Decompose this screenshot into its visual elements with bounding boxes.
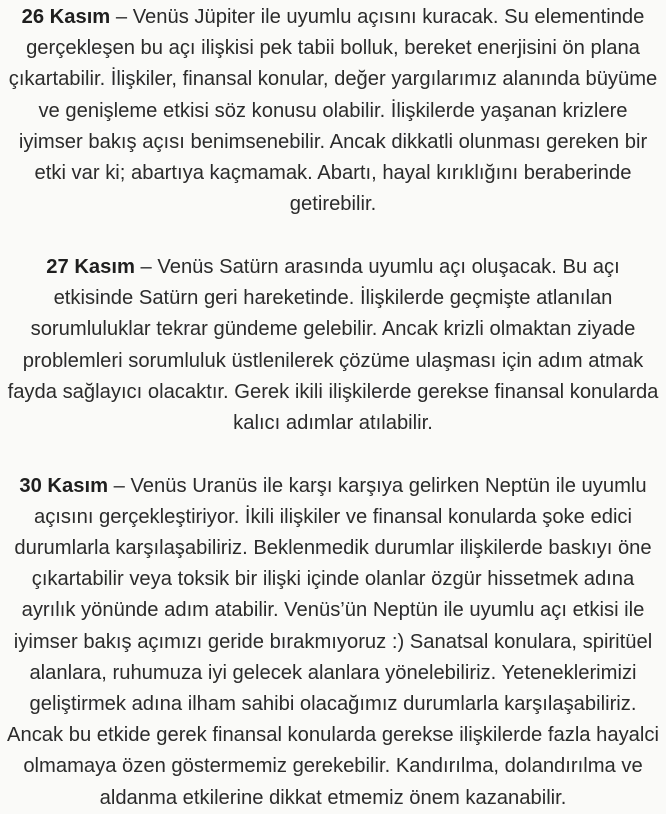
entry-text: – Venüs Satürn arasında uyumlu açı oluşacak. Bu açı etkisinde Satürn geri hareketinde. İlişkilerde geçmişte atlanılan sorumluluklar tekrar gündeme gelebilir. Ancak krizli olmaktan ziyade problemleri sorumluluk üstlenilerek çözüme ulaşması için adım atmak fayda sağlayıcı olacaktır. Gerek ikili ilişkilerde gerekse finansal konularda kalıcı adımlar atılabilir. xyxy=(7,255,659,434)
entry-27-kasim xyxy=(6,252,660,439)
entry-date: 30 Kasım xyxy=(19,474,109,497)
entry-text: – Venüs Uranüs ile karşı karşıya gelirken Neptün ile uyumlu açısını gerçekleştiriyor. İkili ilişkiler ve finansal konularda şoke edici durumlarla karşılaşabiliriz. Beklenmedik durumlar ilişkilerde baskıyı öne çıkartabilir veya toksik bir ilişki içinde olanlar özgür hissetmek adına ayrılık yönünde adım atabilir. Venüs’ün Neptün ile uyumlu açı etkisi ile iyimser bakış açımızı geride bırakmıyoruz :) Sanatsal konulara, spiritüel alanlara, ruhumuza iyi gelecek alanlara yönelebiliriz. Yeteneklerimizi geliştirmek adına ilham sahibi olacağımız durumlarla karşılaşabiliriz. Ancak bu etkide gerek finansal konularda gerekse ilişkilerde fazla hayalci olmamaya özen göstermemiz gerekebilir. Kandırılma, dolandırılma ve aldanma etkilerine dikkat etmemiz önem kazanabilir. xyxy=(7,474,659,809)
entry-text: – Venüs Jüpiter ile uyumlu açısını kuracak. Su elementinde gerçekleşen bu açı ilişkisi pek tabii bolluk, bereket enerjisini ön plana çıkartabilir. İlişkiler, finansal konular, değer yargılarımız alanında büyüme ve genişleme etkisi söz konusu olabilir. İlişkilerde yaşanan krizlere iyimser bakış açısı benimsenebilir. Ancak dikkatli olunması gereken bir etki var ki; abartıya kaçmamak. Abartı, hayal kırıklığını beraberinde getirebilir. xyxy=(8,6,658,216)
entry-30-kasim xyxy=(6,471,660,814)
entry-26-kasim xyxy=(6,2,660,220)
entry-date: 27 Kasım xyxy=(46,255,135,278)
entry-date: 26 Kasım xyxy=(21,6,111,28)
